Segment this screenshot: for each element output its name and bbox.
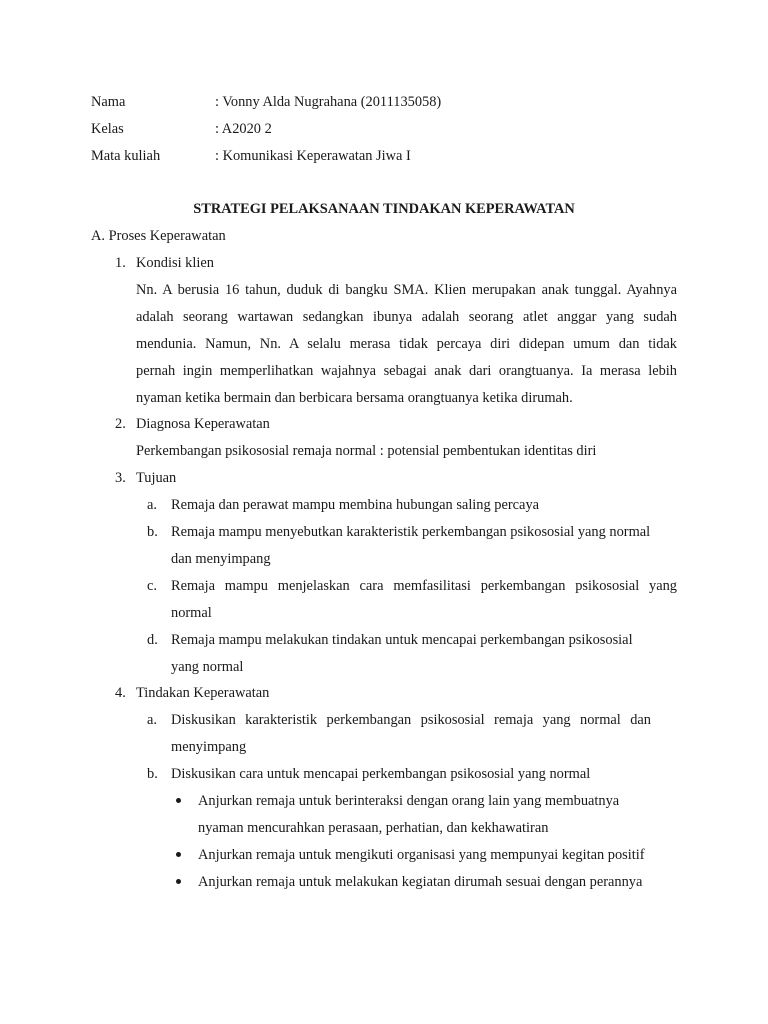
bullet-text: Anjurkan remaja untuk mengikuti organisasi yang mempunyai kegitan positif: [198, 847, 645, 863]
item4b-text: Diskusikan cara untuk mencapai perkembangan psikososial yang normal: [171, 766, 591, 782]
item1-text-line: adalah seorang wartawan sedangkan ibunya adalah seorang atlet anggar yang sudah: [136, 309, 677, 325]
item2-heading: Diagnosa Keperawatan: [136, 416, 270, 432]
item4-heading: Tindakan Keperawatan: [136, 685, 270, 701]
section-a-heading: A. Proses Keperawatan: [91, 228, 226, 244]
item4b-letter: b.: [147, 766, 158, 782]
item3d-text: yang normal: [171, 659, 244, 675]
bullet-icon: [176, 798, 181, 803]
bullet-text: Anjurkan remaja untuk melakukan kegiatan dirumah sesuai dengan perannya: [198, 874, 643, 890]
class-label: Kelas: [91, 121, 124, 137]
item3-number: 3.: [115, 470, 126, 486]
bullet-icon: [176, 852, 181, 857]
document-title: STRATEGI PELAKSANAAN TINDAKAN KEPERAWATAN: [193, 201, 575, 217]
item3c-text: Remaja mampu menjelaskan cara memfasilitasi perkembangan psikososial yang: [171, 578, 677, 594]
item3d-text: Remaja mampu melakukan tindakan untuk mencapai perkembangan psikososial: [171, 632, 633, 648]
item3b-letter: b.: [147, 524, 158, 540]
item3a-text: Remaja dan perawat mampu membina hubungan saling percaya: [171, 497, 540, 513]
item2-text: Perkembangan psikososial remaja normal : potensial pembentukan identitas diri: [136, 443, 597, 459]
item1-heading: Kondisi klien: [136, 255, 214, 271]
class-value: : A2020 2: [215, 121, 272, 137]
item3d-letter: d.: [147, 632, 158, 648]
item2-number: 2.: [115, 416, 126, 432]
item3c-text: normal: [171, 605, 212, 621]
item1-text-line: mendunia. Namun, Nn. A selalu merasa tidak percaya diri didepan umum dan tidak: [136, 336, 677, 352]
name-label: Nama: [91, 94, 126, 110]
item1-text-line: nyaman ketika bermain dan berbicara bersama orangtuanya ketika dirumah.: [136, 390, 573, 406]
item1-text-line: pernah ingin memperlihatkan wajahnya sebagai anak dari orangtuanya. Ia merasa lebih: [136, 363, 677, 379]
bullet-icon: [176, 879, 181, 884]
item4a-text: Diskusikan karakteristik perkembangan psikososial remaja yang normal dan: [171, 712, 651, 728]
item4-number: 4.: [115, 685, 126, 701]
item4a-letter: a.: [147, 712, 157, 728]
bullet-text: Anjurkan remaja untuk berinteraksi dengan orang lain yang membuatnya: [198, 793, 620, 809]
course-label: Mata kuliah: [91, 148, 161, 164]
item3-heading: Tujuan: [136, 470, 177, 486]
item4a-text: menyimpang: [171, 739, 247, 755]
item3b-text: Remaja mampu menyebutkan karakteristik perkembangan psikososial yang normal: [171, 524, 651, 540]
item1-text-line: Nn. A berusia 16 tahun, duduk di bangku SMA. Klien merupakan anak tunggal. Ayahnya: [136, 282, 677, 298]
item3c-letter: c.: [147, 578, 157, 594]
name-value: : Vonny Alda Nugrahana (2011135058): [215, 94, 442, 110]
item3a-letter: a.: [147, 497, 157, 513]
bullet-text: nyaman mencurahkan perasaan, perhatian, dan kekhawatiran: [198, 820, 549, 836]
course-value: : Komunikasi Keperawatan Jiwa I: [215, 148, 411, 164]
item3b-text: dan menyimpang: [171, 551, 271, 567]
item1-number: 1.: [115, 255, 126, 271]
